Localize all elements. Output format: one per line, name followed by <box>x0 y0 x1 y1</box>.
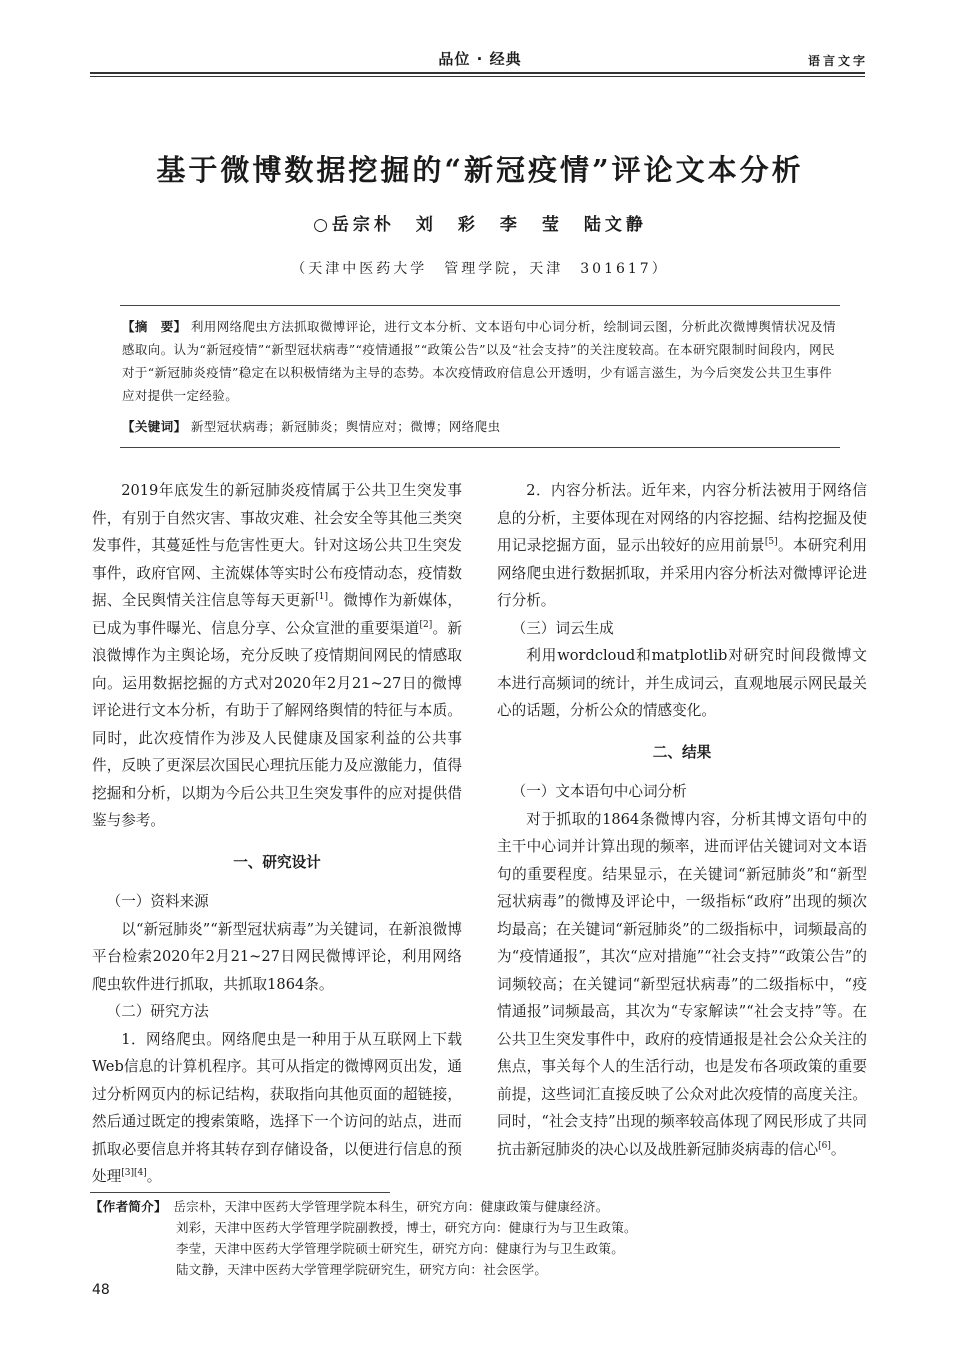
page-number: 48 <box>92 1282 110 1298</box>
article-title: 基于微博数据挖掘的“新冠疫情”评论文本分析 <box>156 153 804 187</box>
abstract-bottom-rule <box>120 447 840 448</box>
keywords-text: 新型冠状病毒；新冠肺炎；舆情应对；微博；网络爬虫 <box>190 419 501 434</box>
affiliation: （天津中医药大学 管理学院，天津 301617） <box>291 261 669 277</box>
section-header: 语言文字 <box>807 54 868 68</box>
citation: [2] <box>419 619 433 630</box>
keywords <box>122 417 840 435</box>
author-bio <box>90 1196 830 1280</box>
section-heading: 二、结果 <box>652 743 712 761</box>
bio-line: 刘彩，天津中医药大学管理学院副教授，博士，研究方向：健康行为与卫生政策。 <box>176 1220 637 1235</box>
subsection-heading: （一）资料来源 <box>106 893 209 910</box>
subsection-heading: （二）研究方法 <box>106 1003 209 1020</box>
right-column <box>497 477 867 1163</box>
left-column <box>92 477 462 1191</box>
citation: [6] <box>818 1140 831 1151</box>
source-paragraph: 以“新冠肺炎”“新型冠状病毒”为关键词，在新浪微博平台检索2020年2月21~27日网民微博评论，利用网络爬虫软件进行抓取，共抓取1864条。 <box>92 920 462 993</box>
results-paragraph: 对于抓取的1864条微博内容，分析其博文语句中的主干中心词并计算出现的频率，进而评估关键词对文本语句的重要程度。结果显示，在关键词“新冠肺炎”和“新型冠状病毒”的微博及评论中，一级指标“政府”出现的频次均最高；在关键词“新冠肺炎”的二级指标中，词频最高的为“疫情通报”，其次“应对措施”“社会支持”“政策公告”的词频较高；在关键词“新型冠状病毒”的二级指标中，“疫情通报”词频最高，其次为“专家解读”“社会支持”等。在公共卫生突发事件中，政府的疫情通报是社会公众关注的焦点，事关每个人的生活行动，也是发布各项政策的重要前提，这些词汇直接反映了公众对此次疫情的高度关注。同时，“社会支持”出现的频率较高体现了网民形成了共同抗击新冠肺炎的决心以及战胜新冠肺炎病毒的信心[6]。 <box>497 810 867 1158</box>
wordcloud-paragraph: 利用wordcloud和matplotlib对研究时间段微博文本进行高频词的统计，并生成词云，直观地展示网民最关心的话题，分析公众的情感变化。 <box>497 647 867 719</box>
bio-line: 陆文静，天津中医药大学管理学院研究生，研究方向：社会医学。 <box>176 1262 548 1277</box>
subsection-heading: （三）词云生成 <box>511 619 614 637</box>
header-rule <box>90 72 865 74</box>
abstract-text: 利用网络爬虫方法抓取微博评论，进行文本分析、文本语句中心词分析，绘制词云图，分析此次微博舆情状况及情感取向。认为“新冠疫情”“新型冠状病毒”“疫情通报”“政策公告”以及“社会支持”的关注度较高。在本研究限制时间段内，网民对于“新冠肺炎疫情”稳定在以积极情绪为主导的态势。本次疫情政府信息公开透明，少有谣言滋生，为今后突发公共卫生事件应对提供一定经验。 <box>122 319 836 403</box>
bio-line: 李莹，天津中医药大学管理学院硕士研究生，研究方向：健康行为与卫生政策。 <box>176 1241 625 1256</box>
authors: ○岳宗朴 刘 彩 李 莹 陆文静 <box>313 215 647 235</box>
subsection-heading: （一）文本语句中心词分析 <box>511 783 687 800</box>
section-heading: 一、研究设计 <box>233 853 321 871</box>
crawler-paragraph: 1．网络爬虫。网络爬虫是一种用于从互联网上下载Web信息的计算机程序。其可从指定的微博网页出发，通过分析网页内的标记结构，获取指向其他页面的超链接，然后通过既定的搜索策略，选择下一个访问的站点，进而抓取必要信息并将其转存到存储设备，以便进行信息的预处理[3][4]。 <box>92 1030 462 1185</box>
citation: [1] <box>315 592 329 603</box>
abstract-top-rule <box>120 305 840 306</box>
abstract <box>122 315 840 407</box>
abstract-label: 【摘 要】 <box>122 319 187 334</box>
content-analysis-paragraph: 2．内容分析法。近年来，内容分析法被用于网络信息的分析，主要体现在对网络的内容挖掘、结构挖掘及使用记录挖掘方面，显示出较好的应用前景[5]。本研究利用网络爬虫进行数据抓取，并采用内容分析法对微博评论进行分析。 <box>497 482 867 609</box>
citation: [5] <box>764 537 778 548</box>
bio-line: 【作者简介】 岳宗朴，天津中医药大学管理学院本科生，研究方向：健康政策与健康经济。 <box>90 1199 609 1214</box>
bio-label: 【作者简介】 <box>90 1199 161 1214</box>
bio-rule <box>90 1192 390 1193</box>
journal-header: 品位 · 经典 <box>438 50 522 68</box>
header-rule-thin <box>90 76 865 77</box>
intro-paragraph: 2019年底发生的新冠肺炎疫情属于公共卫生突发事件，有别于自然灾害、事故灾难、社会安全等其他三类突发事件，其蔓延性与危害性更大。针对这场公共卫生突发事件，政府官网、主流媒体等实时公布疫情动态，疫情数据、全民舆情关注信息等每天更新[1]。微博作为新媒体，已成为事件曝光、信息分享、公众宣泄的重要渠道[2]。新浪微博作为主舆论场，充分反映了疫情期间网民的情感取向。运用数据挖掘的方式对2020年2月21~27日的微博评论进行文本分析，有助于了解网络舆情的特征与本质。同时，此次疫情作为涉及人民健康及国家利益的公共事件，反映了更深层次国民心理抗压能力及应激能力，值得挖掘和分析，以期为今后公共卫生突发事件的应对提供借鉴与参考。 <box>92 482 462 829</box>
citation: [3][4] <box>121 1168 147 1179</box>
keywords-label: 【关键词】 <box>122 419 187 434</box>
